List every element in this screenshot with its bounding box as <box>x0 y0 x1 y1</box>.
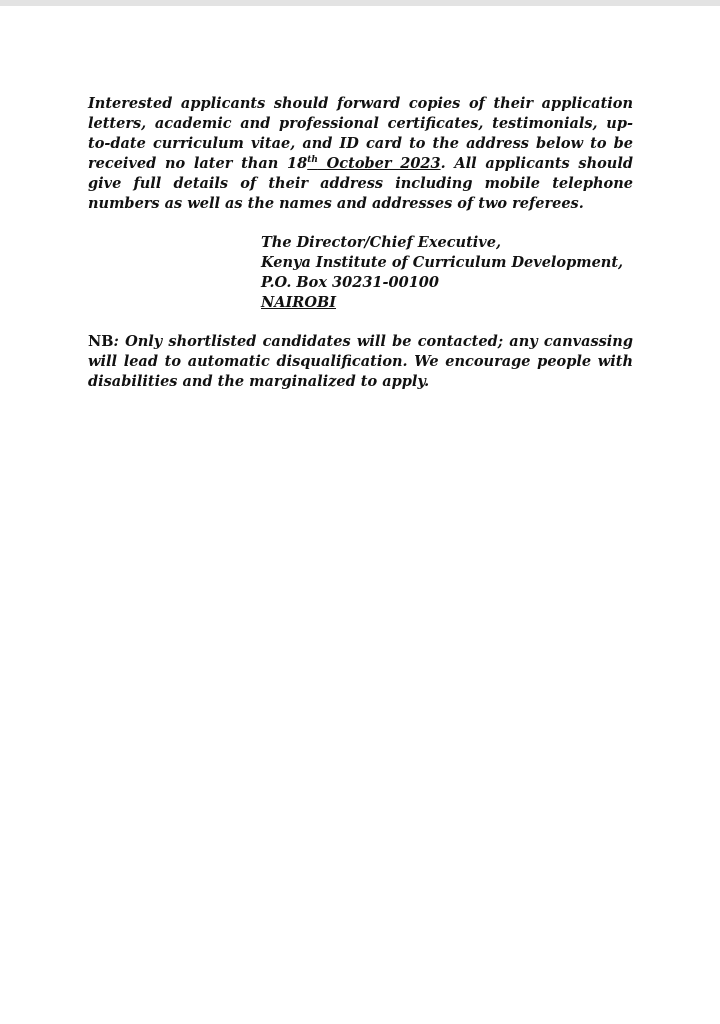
deadline-day-suffix: th <box>307 155 318 166</box>
address-line-organization: Kenya Institute of Curriculum Development, <box>261 254 624 271</box>
instructions-text-continued: . All applicants should give full details of their address including mobile telephone numbers as well as the names and addresses of two referees. <box>88 155 633 212</box>
note-label: NB <box>88 333 114 350</box>
note-text: : Only shortlisted candidates will be contacted; any canvassing will lead to automatic disqualification. We encourage people with disabilities and the marginalized to apply. <box>88 333 633 390</box>
deadline-date <box>307 155 440 172</box>
instructions-text: Interested applicants should forward copies of their application letters, academic and professional certificates, testimonials, up-to-date curriculum vitae, and ID card to the address below to be received no later than <box>88 95 633 172</box>
address-line-po-box: P.O. Box 30231-00100 <box>261 274 439 291</box>
address-line-recipient: The Director/Chief Executive, <box>261 234 501 251</box>
mailing-address-block <box>261 233 641 313</box>
deadline-day: 18 <box>287 155 308 172</box>
address-line-city: NAIROBI <box>261 294 337 311</box>
note-paragraph <box>88 332 633 392</box>
deadline-month-year: October 2023 <box>317 155 441 172</box>
document-page <box>0 6 720 1024</box>
application-instructions-paragraph <box>88 94 633 214</box>
